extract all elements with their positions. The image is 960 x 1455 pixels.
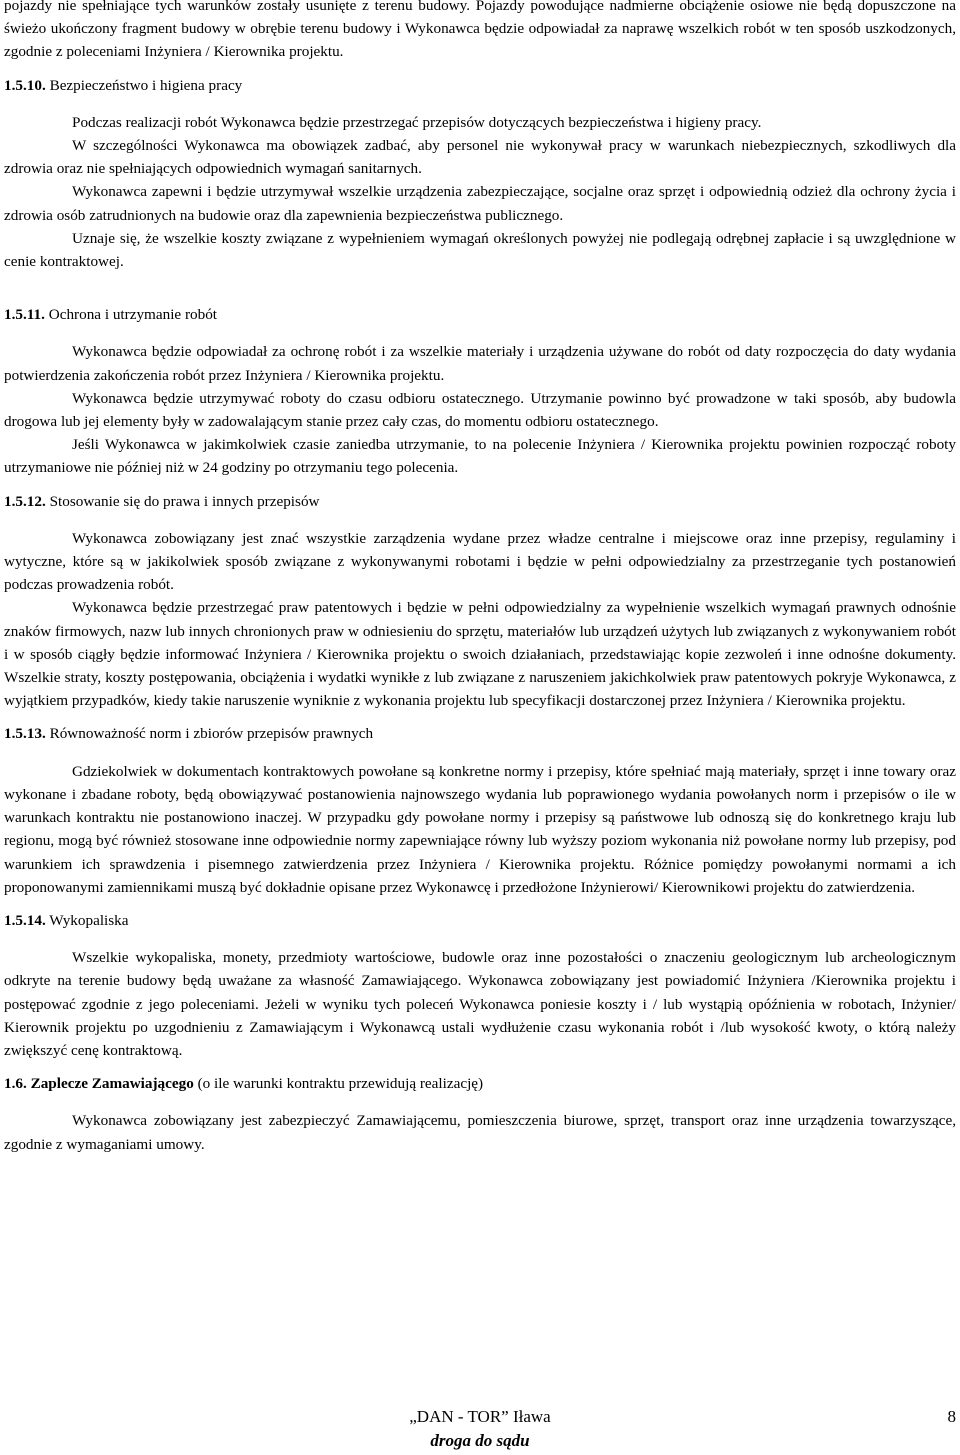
page-number: 8 (947, 1407, 956, 1426)
section-heading-1-5-10 (4, 74, 956, 97)
paragraph: Uznaje się, że wszelkie koszty związane z wypełnieniem wymagań określonych powyżej nie podlegają odrębnej zapłacie i są uwzględnione w cenie kontraktowej. (4, 229, 956, 271)
paragraph: Wykonawca zapewni i będzie utrzymywał wszelkie urządzenia zabezpieczające, socjalne oraz sprzęt i odpowiednią odzież dla ochrony życia i zdrowia osób zatrudnionych na budowie oraz dla zapewnienia bezpieczeństwa publicznego. (4, 183, 956, 224)
paragraph: Jeśli Wykonawca w jakimkolwiek czasie zaniedba utrzymanie, to na polecenie Inżyniera / Kierownika projektu powinien rozpocząć roboty utrzymaniowe nie później niż w 24 godziny po otrzymaniu tego polecenia. (4, 436, 956, 477)
paragraph: Wykonawca będzie odpowiadał za ochronę robót i za wszelkie materiały i urządzenia używane do robót od daty rozpoczęcia do daty wydania potwierdzenia zakończenia robót przez Inżyniera / Kierownika projektu. (4, 343, 956, 384)
section-title: Równoważność norm i zbiorów przepisów prawnych (45, 725, 374, 743)
paragraph: Gdziekolwiek w dokumentach kontraktowych powołane są konkretne normy i przepisy, które spełniać mają materiały, sprzęt i inne towary oraz wykonane i zbadane roboty, będą obowiązywać postanowienia najnowszego wydania lub poprawionego wydania powołanych norm i przepisów o ile w warunkach kontraktu nie postanowiono inaczej. W przypadku gdy powołane normy i przepisy są państwowe lub odnoszą się do konkretnego kraju lub regionu, mogą być również stosowane inne odpowiednie normy zapewniające równy lub wyższy poziom wykonania niż powołane normy lub przepisy, pod warunkiem ich sprawdzenia i pisemnego zatwierdzenia przez Inżyniera / Kierownika projektu. Różnice pomiędzy powołanymi normami a ich proponowanymi zamiennikami muszą być dokładnie opisane przez Wykonawcę i przedłożone Inżynierowi/ Kierownikowi projektu do zatwierdzenia. (4, 762, 956, 896)
intro-paragraph: pojazdy nie spełniające tych warunków zostały usunięte z terenu budowy. Pojazdy powodujące nadmierne obciążenie osiowe nie będą dopuszczone na świeżo ukończony fragment budowy w obrębie terenu budowy i Wykonawca będzie odpowiadał za naprawę wszelkich robót w ten sposób uszkodzonych, zgodnie z poleceniami Inżyniera / Kierownika projektu. (4, 0, 956, 61)
section-number: 1.5.14. (4, 911, 46, 929)
paragraph: Wykonawca będzie utrzymywać roboty do czasu odbioru ostatecznego. Utrzymanie powinno być prowadzone w taki sposób, aby budowla drogowa lub jej elementy były w zadowalającym stanie przez cały czas, do momentu odbioru ostatecznego. (4, 389, 956, 431)
section-heading-1-5-13 (4, 722, 956, 745)
section-heading-1-6 (4, 1072, 956, 1095)
paragraph: W szczególności Wykonawca ma obowiązek zadbać, aby personel nie wykonywał pracy w warunkach niebezpiecznych, szkodliwych dla zdrowia oraz nie spełniających odpowiednich wymagań sanitarnych. (4, 137, 956, 178)
section-number: 1.6. (4, 1075, 27, 1093)
paragraph: Wykonawca będzie przestrzegać praw patentowych i będzie w pełni odpowiedzialny za wypełnienie wszelkich wymagań prawnych odnośnie znaków firmowych, nazw lub innych chronionych praw w odniesieniu do sprzętu, materiałów lub urządzeń użytych lub związanych z wykonywaniem robót i w sposób ciągły będzie informować Inżyniera / Kierownika projektu o swoich działaniach, przedstawiając kopie zezwoleń i inne odnośne dokumenty. Wszelkie straty, koszty postępowania, obciążenia i wydatki wynikłe z lub związane z naruszeniem jakichkolwiek praw patentowych pokryje Wykonawca, z wyjątkiem przypadków, kiedy takie naruszenie wyniknie z wykonania projektu lub specyfikacji dostarczonej przez Inżyniera / Kierownika projektu. (4, 599, 956, 710)
section-number: 1.5.13. (4, 725, 46, 743)
section-heading-1-5-11 (4, 303, 956, 326)
section-number: 1.5.10. (4, 76, 46, 94)
section-title: Ochrona i utrzymanie robót (44, 306, 218, 324)
section-number: 1.5.12. (4, 492, 46, 510)
section-title: Wykopaliska (45, 911, 129, 929)
footer-subtitle: droga do sądu (430, 1431, 530, 1450)
document-page (4, 0, 956, 1156)
footer-company: „DAN - TOR” Iława (409, 1407, 551, 1426)
paragraph: Wykonawca zobowiązany jest znać wszystkie zarządzenia wydane przez władze centralne i miejscowe oraz inne przepisy, regulaminy i wytyczne, które są w jakikolwiek sposób związane z wykonywanymi robotami i będzie w pełni odpowiedzialny za przestrzeganie tych postanowień podczas prowadzenia robót. (4, 529, 956, 594)
page-footer (0, 1405, 960, 1453)
section-title: Stosowanie się do prawa i innych przepisów (45, 492, 320, 510)
section-title-rest: (o ile warunki kontraktu przewidują realizację) (193, 1075, 484, 1093)
paragraph: Wykonawca zobowiązany jest zabezpieczyć Zamawiającemu, pomieszczenia biurowe, sprzęt, transport oraz inne urządzenia towarzyszące, zgodnie z wymaganiami umowy. (4, 1112, 956, 1153)
section-number: 1.5.11. (4, 306, 45, 324)
paragraph: Podczas realizacji robót Wykonawca będzie przestrzegać przepisów dotyczących bezpieczeństwa i higieny pracy. (72, 113, 762, 131)
section-title: Bezpieczeństwo i higiena pracy (45, 76, 243, 94)
section-title-bold: Zaplecze Zamawiającego (26, 1075, 194, 1093)
section-heading-1-5-12 (4, 490, 956, 513)
paragraph: Wszelkie wykopaliska, monety, przedmioty wartościowe, budowle oraz inne pozostałości o znaczeniu geologicznym lub archeologicznym odkryte na terenie budowy będą uważane za własność Zamawiającego. Wykonawca zobowiązany jest powiadomić Inżyniera /Kierownika projektu i postępować zgodnie z jego poleceniami. Jeżeli w wyniku tych poleceń Wykonawca poniesie koszty i / lub wystąpią opóźnienia w robotach, Inżynier/ Kierownik projektu po uzgodnieniu z Zamawiającym i Wykonawcą ustali wydłużenie czasu wykonania robót i /lub wysokość kwoty, o którą należy zwiększyć cenę kontraktową. (4, 949, 956, 1059)
section-heading-1-5-14 (4, 909, 956, 932)
